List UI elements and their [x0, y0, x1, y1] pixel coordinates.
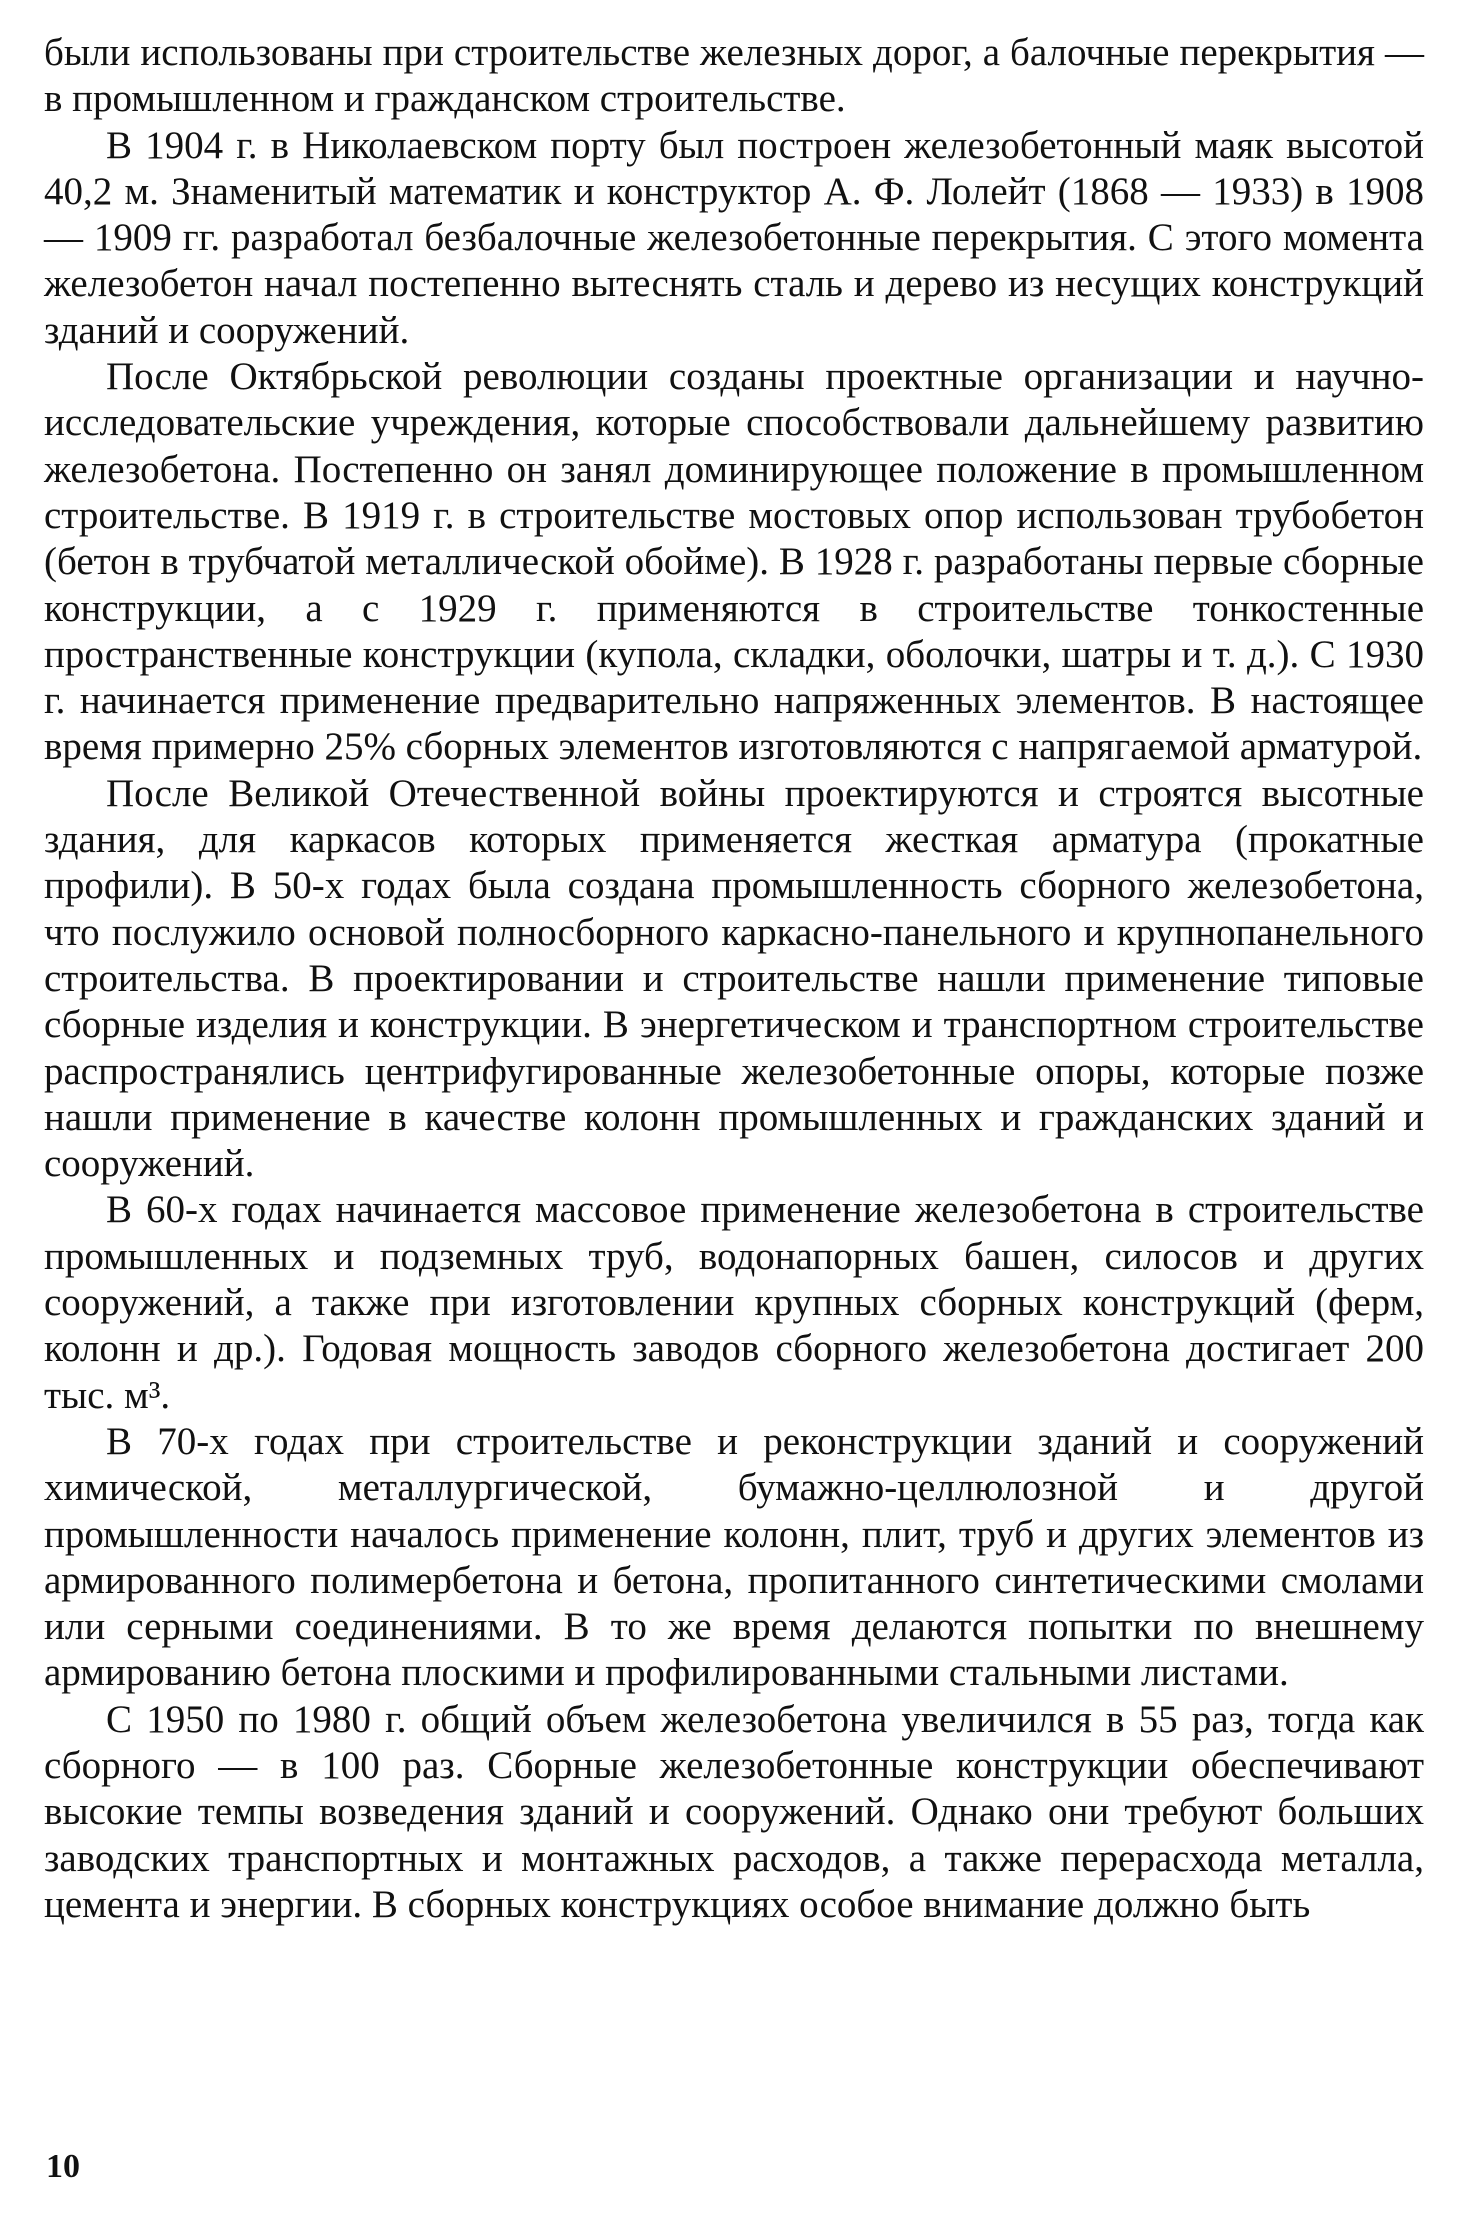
paragraph-continuation: были использованы при строительстве железных дорог, а балочные перекрытия — в промышленном и гражданском строительстве. — [44, 31, 1424, 121]
paragraph-after-revolution: После Октябрьской революции созданы проектные организации и научно-исследовательские учреждения, которые способствовали дальнейшему развитию железобетона. Постепенно он занял доминирующее положение в промышленном строительстве. В 1919 г. в строительстве мостовых опор использован трубобетон (бетон в трубчатой металлической обойме). В 1928 г. разработаны первые сборные конструкции, а с 1929 г. применяются в строительстве тонкостенные пространственные конструкции (купола, складки, оболочки, шатры и т. д.). С 1930 г. начинается применение предварительно напряженных элементов. В настоящее время примерно 25% сборных элементов изготовляются с напрягаемой арматурой. — [44, 355, 1424, 769]
paragraph-1960s: В 60-х годах начинается массовое применение железобетона в строительстве промышленных и подземных труб, водонапорных башен, силосов и других сооружений, а также при изготовлении крупных сборных конструкций (ферм, колонн и др.). Годовая мощность заводов сборного железобетона достигает 200 тыс. м³. — [44, 1188, 1424, 1417]
page-number: 10 — [46, 2148, 80, 2185]
paragraph-1970s: В 70-х годах при строительстве и реконструкции зданий и сооружений химической, металлургической, бумажно-целлюлозной и другой промышленности началось применение колонн, плит, труб и других элементов из армированного полимербетона и бетона, пропитанного синтетическими смолами или серными соединениями. В то же время делаются попытки по внешнему армированию бетона плоскими и профилированными стальными листами. — [44, 1419, 1424, 1695]
paragraph-1904-lighthouse: В 1904 г. в Николаевском порту был построен железобетонный маяк высотой 40,2 м. Знаменитый математик и конструктор А. Ф. Лолейт (1868 — 1933) в 1908 — 1909 гг. разработал безбалочные железобетонные перекрытия. С этого момента железобетон начал постепенно вытеснять сталь и дерево из несущих конструкций зданий и сооружений. — [44, 123, 1424, 352]
paragraph-1950-1980: С 1950 по 1980 г. общий объем железобетона увеличился в 55 раз, тогда как сборного — в 100 раз. Сборные железобетонные конструкции обеспечивают высокие темпы возведения зданий и сооружений. Однако они требуют больших заводских транспортных и монтажных расходов, а также перерасхода металла, цемента и энергии. В сборных конструкциях особое внимание должно быть — [44, 1697, 1424, 1926]
page-body — [44, 30, 1424, 1928]
paragraph-after-war: После Великой Отечественной войны проектируются и строятся высотные здания, для каркасов которых применяется жесткая арматура (прокатные профили). В 50-х годах была создана промышленность сборного железобетона, что послужило основой полносборного каркасно-панельного и крупнопанельного строительства. В проектировании и строительстве нашли применение типовые сборные изделия и конструкции. В энергетическом и транспортном строительстве распространялись центрифугированные железобетонные опоры, которые позже нашли применение в качестве колонн промышленных и гражданских зданий и сооружений. — [44, 771, 1424, 1186]
